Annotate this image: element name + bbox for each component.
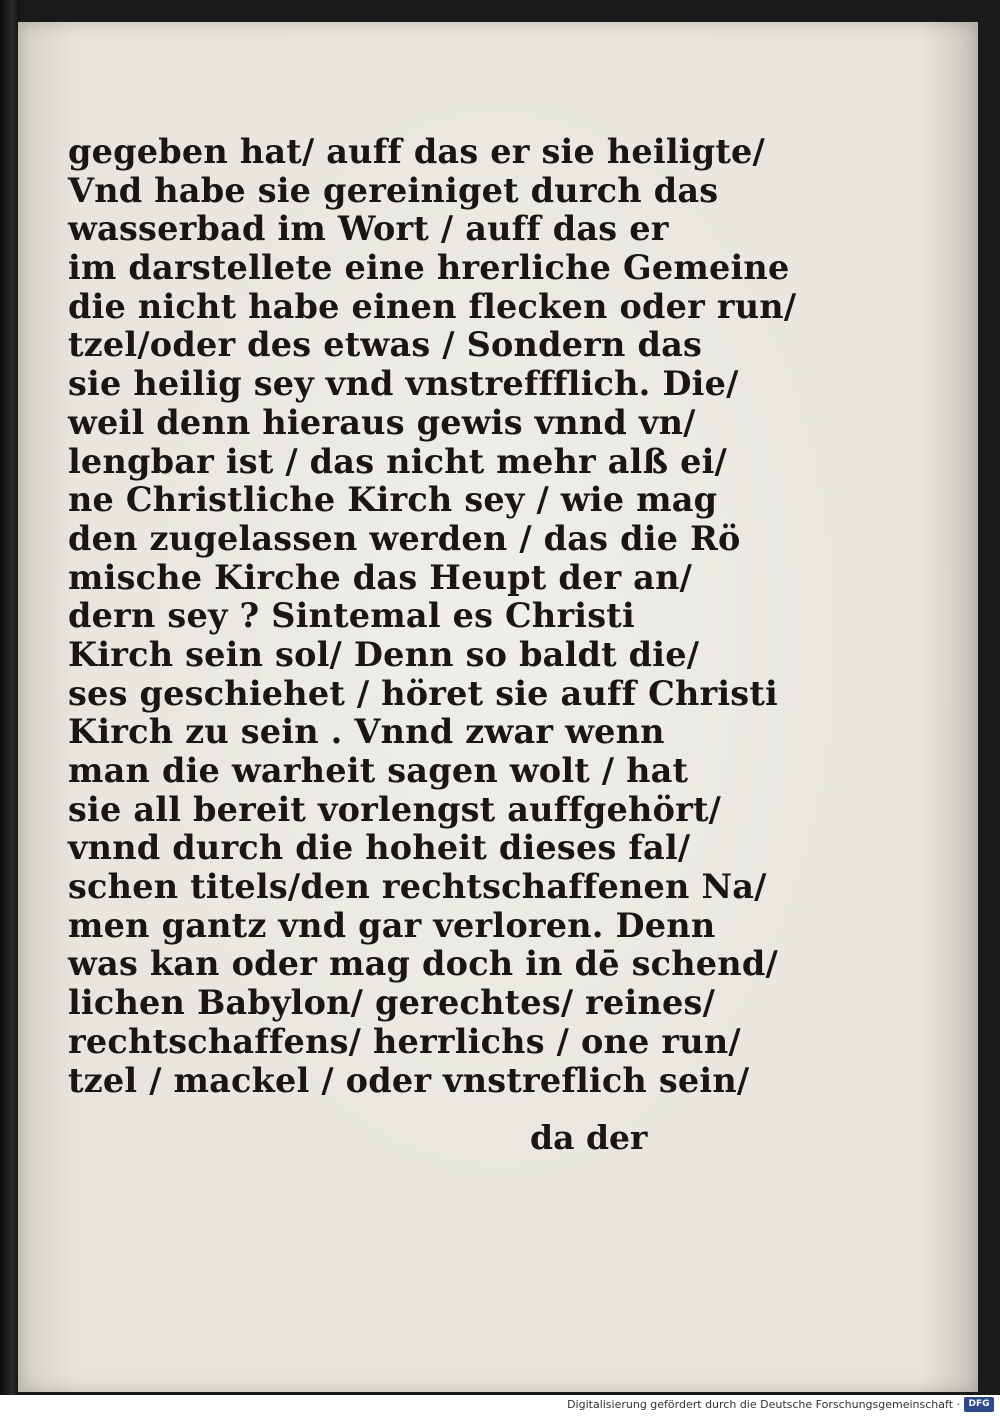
text-line: tzel / mackel / oder vnstreflich sein/ xyxy=(68,1060,750,1100)
text-line: Kirch zu sein . Vnnd zwar wenn xyxy=(68,712,665,752)
text-line: mische Kirche das Heupt der an/ xyxy=(68,557,693,597)
text-line: wasserbad im Wort / auff das er xyxy=(68,209,669,249)
text-line: Vnd habe sie gereiniget durch das xyxy=(68,170,719,210)
text-line: man die warheit sagen wolt / hat xyxy=(68,751,689,790)
text-line: weil denn hieraus gewis vnnd vn/ xyxy=(68,402,696,442)
text-line: Kirch sein sol/ Denn so baldt die/ xyxy=(68,634,700,674)
text-line: schen titels/den rechtschaffenen Na/ xyxy=(68,867,767,907)
text-line: men gantz vnd gar verloren. Denn xyxy=(68,905,716,945)
text-line: sie heilig sey vnd vnstreffflich. Die/ xyxy=(68,364,739,404)
text-line: ses geschiehet / höret sie auff Christi xyxy=(68,673,778,713)
book-spine xyxy=(0,0,20,1395)
text-line: dern sey ? Sintemal es Christi xyxy=(68,596,635,636)
digitization-credit: Digitalisierung gefördert durch die Deutsche Forschungsgemeinschaft · xyxy=(567,1398,960,1411)
text-line: im darstellete eine hrerliche Gemeine xyxy=(68,248,790,288)
text-line: den zugelassen werden / das die Rö xyxy=(68,518,741,558)
page-text xyxy=(68,132,797,1100)
text-line: gegeben hat/ auff das er sie heiligte/ xyxy=(68,132,765,171)
text-line: lengbar ist / das nicht mehr alß ei/ xyxy=(68,441,727,481)
text-line: die nicht habe einen flecken oder run/ xyxy=(68,286,797,326)
text-line: rechtschaffens/ herrlichs / one run/ xyxy=(68,1021,741,1061)
text-line: lichen Babylon/ gerechtes/ reines/ xyxy=(68,983,716,1023)
catchword: da der xyxy=(530,1118,648,1157)
dfg-logo-icon: DFG xyxy=(964,1397,994,1412)
text-line: ne Christliche Kirch sey / wie mag xyxy=(68,480,718,520)
text-line: sie all bereit vorlengst auffgehört/ xyxy=(68,789,722,829)
text-line: tzel/oder des etwas / Sondern das xyxy=(68,325,703,365)
text-line: was kan oder mag doch in dē schend/ xyxy=(68,944,778,984)
text-line: vnnd durch die hoheit dieses fal/ xyxy=(68,828,691,868)
